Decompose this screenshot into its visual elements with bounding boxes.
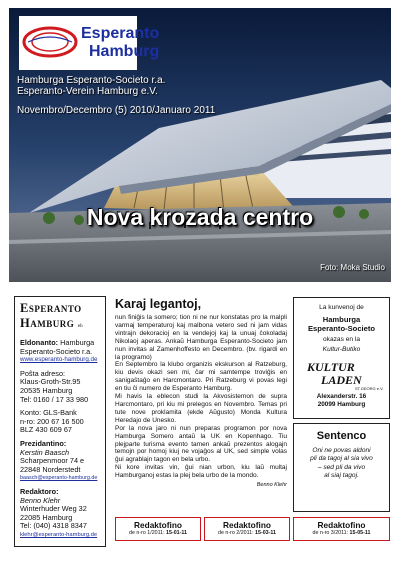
president-label: Prezidantino: — [20, 438, 67, 448]
cover-headline: Nova krozada centro — [86, 204, 314, 230]
masthead-box — [14, 296, 106, 547]
meeting-venue-box — [293, 297, 390, 419]
editor-label: Redaktoro: — [20, 486, 59, 496]
motto-line: pli da tagoj al sia vivo — [310, 455, 373, 463]
issue-date: Novembro/Decembro (5) 2010/Januaro 2011 — [17, 105, 216, 116]
deadline-title: Redaktofino — [317, 520, 366, 530]
venue-address-line2: 20099 Hamburg — [317, 400, 366, 408]
president-block — [20, 440, 100, 483]
kultur-laden-logo-icon — [299, 357, 385, 391]
address-line: Poŝta adreso: — [20, 368, 66, 378]
article-paragraph: Ni kore invitas vin, ĝui nian urbon, kiu laŭ multaj Hamburganoj estas la plej bela urbo de la mondo. — [115, 464, 287, 480]
motto-line: Oni ne povas aldoni — [312, 447, 371, 454]
venue-place: Kultur-Butiko — [322, 346, 361, 353]
bank-line: Konto: GLS-Bank — [20, 408, 77, 418]
motto-line: – sed pli da vivo — [317, 463, 366, 471]
president-address-line: Scharpenmoor 74 e — [20, 456, 85, 466]
venue-connector: okazas en la — [322, 336, 361, 343]
masthead-title-line1: Esperanto — [20, 301, 82, 315]
logo-panel — [19, 16, 160, 70]
motto-line: al siaj tagoj. — [324, 472, 359, 480]
logo-title-hamburg: Hamburg — [89, 43, 160, 60]
publisher-name: Hamburga Esperanto-Societo r.a. — [20, 338, 95, 356]
deadline-prefix: de n-ro 3/2011: — [312, 530, 349, 536]
deadline-text — [116, 530, 200, 537]
deadline-date: 15-01-11 — [166, 530, 187, 536]
logo-word-laden: LADEN — [320, 373, 362, 387]
photo-credit: Foto: Moka Studio — [320, 263, 385, 272]
address-line: 20535 Hamburg — [20, 385, 73, 395]
logo-sub: ST.GEORG e.V. — [354, 386, 384, 391]
editor-address-line: 22085 Hamburg — [20, 512, 73, 522]
editor-block — [20, 488, 100, 540]
deadline-date: 15-03-11 — [255, 530, 276, 536]
website-link[interactable]: www.esperanto-hamburg.de — [20, 356, 98, 364]
venue-address-line1: Alexanderstr. 16 — [316, 393, 367, 400]
motto-text — [294, 447, 389, 481]
deadline-text — [294, 530, 389, 537]
president-address-line: 22848 Norderstedt — [20, 464, 81, 474]
bank-line: n-ro: 200 67 16 500 — [20, 416, 84, 426]
article-paragraph: En Septembro la klubo organizis ekskurson al Ratzeburg, kiu devis okazi sen mi, ĉar mi samtempe troviĝis en sanigaŝtaĝo en Harcmontaro. Pri Ratzeburg vi povas legi en tiu ĉi numero de Esperanto Hamburg. — [115, 361, 287, 393]
kultur-laden-logo — [299, 357, 385, 391]
cover-photo — [9, 8, 391, 282]
deadline-box-2 — [204, 517, 290, 541]
editor-address-line: Tel: (040) 4318 8347 — [20, 521, 87, 531]
deadline-box-1 — [115, 517, 201, 541]
article-body — [115, 314, 287, 480]
editor-address-line: Winterhuder Weg 32 — [20, 504, 87, 514]
org-name-german: Esperanto-Verein Hamburg e.V. — [17, 86, 158, 97]
venue-org-line2: Esperanto-Societo — [307, 324, 376, 333]
article-paragraph: Mi havis la eblecon studi la Akvosistemon de supra Harcmontaro, pri kiu mi prelegos en Novembro. Temas pri tute nove proklamita (ekde Aŭgusto) Monda Kultura Heredajo de Unesko. — [115, 393, 287, 424]
deadline-prefix: de n-ro 1/2011: — [129, 530, 165, 536]
president-email-link[interactable]: baasch@esperanto-hamburg.de — [20, 475, 98, 482]
address-block — [20, 370, 100, 404]
address-line: Klaus-Groth-Str.95 — [20, 377, 81, 387]
masthead-title — [20, 301, 100, 334]
publisher-label: Eldonanto: — [20, 338, 59, 347]
venue-org-line1: Hamburga — [322, 315, 361, 324]
deadline-title: Redaktofino — [223, 520, 271, 530]
article-paragraph: Por la nova jaro ni nun preparas programon por nova Hamburga Somero antaŭ la UK en Kopenhago. Tiu plejparte turisma evento tamen ankaŭ prezentos alogajn temojn por homoj kiuj ne vojaĝos al UK, sed simple volas ĝui agrablajn tagon en bela urbo. — [115, 424, 287, 464]
editor-name: Benno Klehr — [20, 495, 61, 505]
article-paragraph: nun finiĝis la somero; tion ni ne nur konstatas pro la malpli varmaj temperaturoj kaj malbona vetero sed ni jam vidas vintrajn dekoracioj en la vendejoj kaj la unuaj ĉokoladaj Nikolaoj aperas. Ankaŭ Hamburga Esperanto-Societo jam nun invitas al Zamenhoffesto en Decembro. (bv. rigardi en la programo) — [115, 314, 287, 361]
deadline-box-3 — [293, 517, 390, 541]
editorial-article — [115, 297, 287, 488]
article-signature: Benno Klehr — [256, 482, 287, 489]
editor-email-link[interactable]: klehr@esperanto-hamburg.de — [20, 531, 98, 538]
deadline-prefix: de n-ro 2/2011: — [218, 530, 254, 536]
publisher-block — [20, 339, 100, 365]
motto-title: Sentenco — [316, 430, 367, 442]
address-line: Tel: 0160 / 17 33 980 — [20, 394, 89, 404]
masthead-suffix: eh — [77, 324, 83, 329]
venue-intro: La kunvenoj de — [319, 304, 364, 311]
president-name: Kerstin Baasch — [20, 447, 70, 457]
bank-line: BLZ 430 609 67 — [20, 425, 72, 435]
logo-word-kultur: KULTUR — [306, 360, 355, 374]
logo-title-esperanto: Esperanto — [81, 25, 160, 42]
deadline-title: Redaktofino — [134, 520, 182, 530]
bank-block — [20, 409, 100, 435]
hamburg-logo-icon — [22, 22, 78, 62]
org-name-esperanto: Hamburga Esperanto-Societo r.a. — [17, 75, 166, 86]
deadline-date: 15-05-11 — [349, 530, 371, 536]
deadline-text — [205, 530, 289, 537]
article-title: Karaj legantoj, — [115, 297, 202, 311]
motto-box — [293, 423, 390, 512]
masthead-title-line2: Hamburg — [20, 316, 75, 330]
